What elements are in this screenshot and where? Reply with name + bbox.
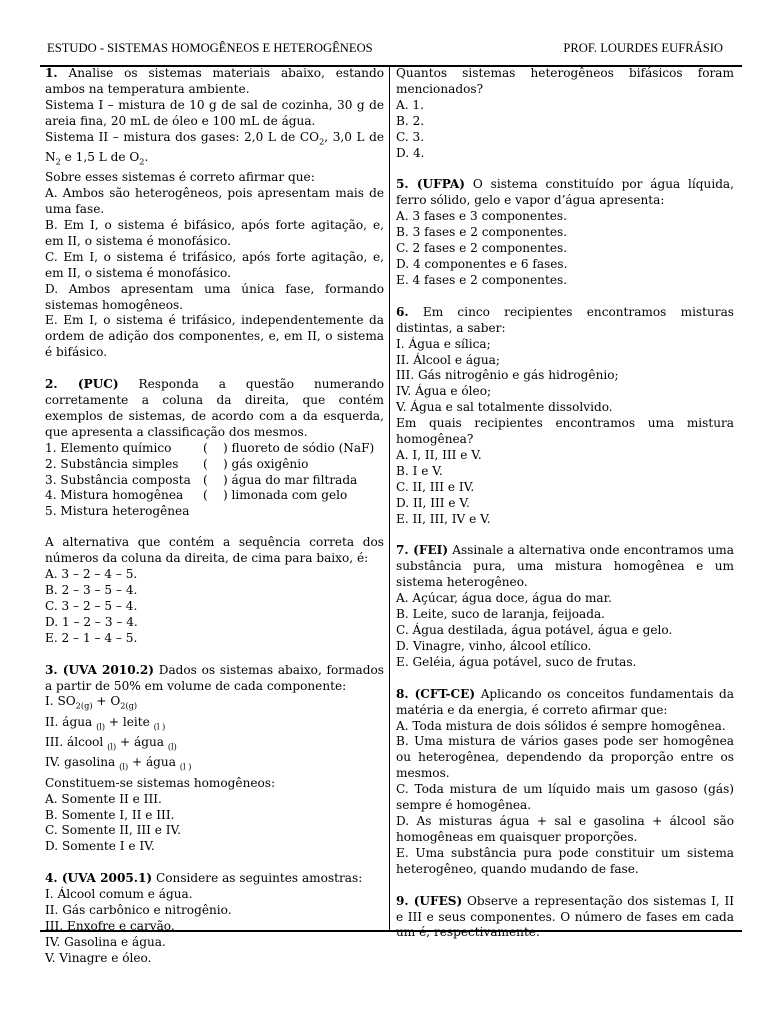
question-number: 9. (UFES) [396,893,463,908]
mixture-v: V. Água e sal totalmente dissolvido. [396,400,613,415]
matching-row: 1. Elemento químico ( ) fluoreto de sódio (NaF) [45,440,375,455]
system-iv: IV. gasolina $_{(l)}$ + água $_{(l )}$ [45,755,192,772]
matching-row: 5. Mistura heterogênea [45,504,190,519]
question-1 [45,66,384,361]
matching-row: 4. Mistura homogênea ( ) limonada com gelo [45,488,348,503]
option-d: D. 4. [396,145,425,160]
question-stem: Quantos sistemas heterogêneos bifásicos foram mencionados? [396,66,734,96]
system-iii: III. álcool $_{(l)}$ + água $_{(l)}$ [45,735,177,752]
left-column [45,66,384,967]
sample-i: I. Álcool comum e água. [45,887,193,902]
option-e: E. 2 – 1 – 4 – 5. [45,630,138,645]
option-d: D. Ambos apresentam uma única fase, formando sistemas homogêneos. [45,281,384,312]
option-c: C. Água destilada, água potável, água e gelo. [396,623,673,637]
sample-v: V. Vinagre e óleo. [45,950,152,965]
option-c: C. 3 – 2 – 5 – 4. [45,598,138,613]
question-stem: A alternativa que contém a sequência correta dos números da coluna da direita, de cima para baixo, é: [45,535,384,566]
right-column [396,66,734,941]
mixture-i: I. Água e sílica; [396,336,491,351]
option-b: B. 2. [396,113,425,128]
option-c: C. 2 fases e 2 componentes. [396,241,568,256]
question-3 [45,663,384,856]
question-intro: O sistema constituído por água líquida, ferro sólido, gelo e vapor d’água apresenta: [396,177,734,208]
option-c: C. II, III e IV. [396,479,475,494]
question-number: 4. (UVA 2005.1) [45,871,153,886]
option-b: B. 3 fases e 2 componentes. [396,225,568,240]
option-a: A. 3 – 2 – 4 – 5. [45,567,138,582]
question-intro: Em cinco recipientes encontramos misturas distintas, a saber: [396,304,734,335]
option-e: E. Em I, o sistema é trifásico, independentemente da ordem de adição dos componentes, e, em II, o sistema é bifásico. [45,313,384,360]
system-2: Sistema II – mistura dos gases: 2,0 L de $CO_2$, 3,0 L de $N_2$ e 1,5 L de $O_2$. [45,129,384,167]
option-d: D. 4 componentes e 6 fases. [396,256,568,271]
option-c: C. Em I, o sistema é trifásico, após forte agitação, e, em II, o sistema é monofásico. [45,249,384,280]
option-a: A. Ambos são heterogêneos, pois apresentam mais de uma fase. [45,186,384,217]
option-e: E. Uma substância pura pode constituir um sistema heterogêneo, quando mudando de fase. [396,845,734,876]
option-d: D. Somente I e IV. [45,839,155,854]
system-ii: II. água $_{(l)}$ + leite $_{(l )}$ [45,714,166,732]
question-intro: Considere as seguintes amostras: [156,871,363,886]
sample-ii: II. Gás carbônico e nitrogênio. [45,903,232,918]
question-intro: Aplicando os conceitos fundamentais da matéria e da energia, é correto afirmar que: [396,686,734,717]
option-c: C. 3. [396,129,425,144]
question-7 [396,543,734,670]
system-1: Sistema I – mistura de 10 g de sal de cozinha, 30 g de areia fina, 20 mL de óleo e 100 mL de água. [45,97,384,128]
option-a: A. I, II, III e V. [396,447,482,462]
question-stem: Sobre esses sistemas é correto afirmar que: [45,170,315,185]
document-title: ESTUDO - SISTEMAS HOMOGÊNEOS E HETEROGÊNEOS [47,41,373,55]
option-b: B. Uma mistura de vários gases pode ser homogênea ou heterogênea, dependendo da proporção entre os mesmos. [396,734,734,781]
sample-iv: IV. Gasolina e água. [45,934,166,949]
question-number: 5. (UFPA) [396,177,466,192]
option-a: A. Somente II e III. [45,791,162,806]
sample-iii: III. Enxofre e carvão. [45,918,175,933]
matching-row: 2. Substância simples ( ) gás oxigênio [45,456,309,471]
option-a: A. 3 fases e 3 componentes. [396,209,567,224]
question-6 [396,305,734,528]
question-number: 3. (UVA 2010.2) [45,662,154,677]
option-b: B. Leite, suco de laranja, feijoada. [396,607,606,622]
option-d: D. II, III e V. [396,495,470,510]
option-b: B. 2 – 3 – 5 – 4. [45,583,138,597]
option-b: B. Em I, o sistema é bifásico, após forte agitação, e, em II, o sistema é monofásico. [45,217,384,248]
mixture-iii: III. Gás nitrogênio e gás hidrogênio; [396,368,619,383]
author-name: PROF. LOURDES EUFRÁSIO [563,41,723,55]
question-5 [396,177,734,288]
option-a: A. Toda mistura de dois sólidos é sempre homogênea. [396,718,726,733]
option-a: A. 1. [396,97,424,112]
question-number: 8. (CFT-CE) [396,686,476,701]
option-e: E. II, III, IV e V. [396,511,491,526]
option-b: B. Somente I, II e III. [45,807,175,822]
option-c: C. Somente II, III e IV. [45,823,182,838]
question-number: 2. (PUC) [45,377,119,392]
column-divider [389,66,390,931]
matching-row: 3. Substância composta ( ) água do mar filtrada [45,472,358,487]
option-b: B. I e V. [396,463,443,478]
system-i: I. $SO_{2(g)} + O_{2(g)}$ [45,694,138,711]
question-4-continued [396,66,734,161]
question-intro: Analise os sistemas materiais abaixo, estando ambos na temperatura ambiente. [45,66,384,96]
question-stem: Em quais recipientes encontramos uma mistura homogênea? [396,416,734,447]
option-d: D. As misturas água + sal e gasolina + álcool são homogêneas em quaisquer proporções. [396,813,734,844]
question-number: 1. [45,66,58,80]
mixture-ii: II. Álcool e água; [396,352,500,367]
option-e: E. 4 fases e 2 componentes. [396,272,568,287]
question-2 [45,377,384,647]
question-number: 6. [396,304,409,319]
mixture-iv: IV. Água e óleo; [396,384,492,399]
question-intro: Dados os sistemas abaixo, formados a partir de 50% em volume de cada componente: [45,662,384,693]
option-a: A. Açúcar, água doce, água do mar. [396,591,612,606]
question-4 [45,871,384,966]
question-9 [396,894,734,942]
option-d: D. Vinagre, vinho, álcool etílico. [396,638,592,653]
question-intro: Observe a representação dos sistemas I, II e III e seus componentes. O número de fases em cada um é, respectivamente: [396,893,734,940]
option-e: E. Geléia, água potável, suco de frutas. [396,654,637,669]
question-stem: Constituem-se sistemas homogêneos: [45,775,276,790]
option-c: C. Toda mistura de um líquido mais um gasoso (gás) sempre é homogênea. [396,782,734,813]
question-number: 7. (FEI) [396,543,449,558]
option-d: D. 1 – 2 – 3 – 4. [45,614,138,629]
page-header [47,41,723,59]
question-intro: Assinale a alternativa onde encontramos uma substância pura, uma mistura homogênea e um sistema heterogêneo. [396,543,734,590]
question-intro: Responda a questão numerando corretamente a coluna da direita, que contém exemplos de sistemas, de acordo com a da esquerda, que apresenta a classificação dos mesmos. [45,377,384,439]
question-8 [396,687,734,878]
